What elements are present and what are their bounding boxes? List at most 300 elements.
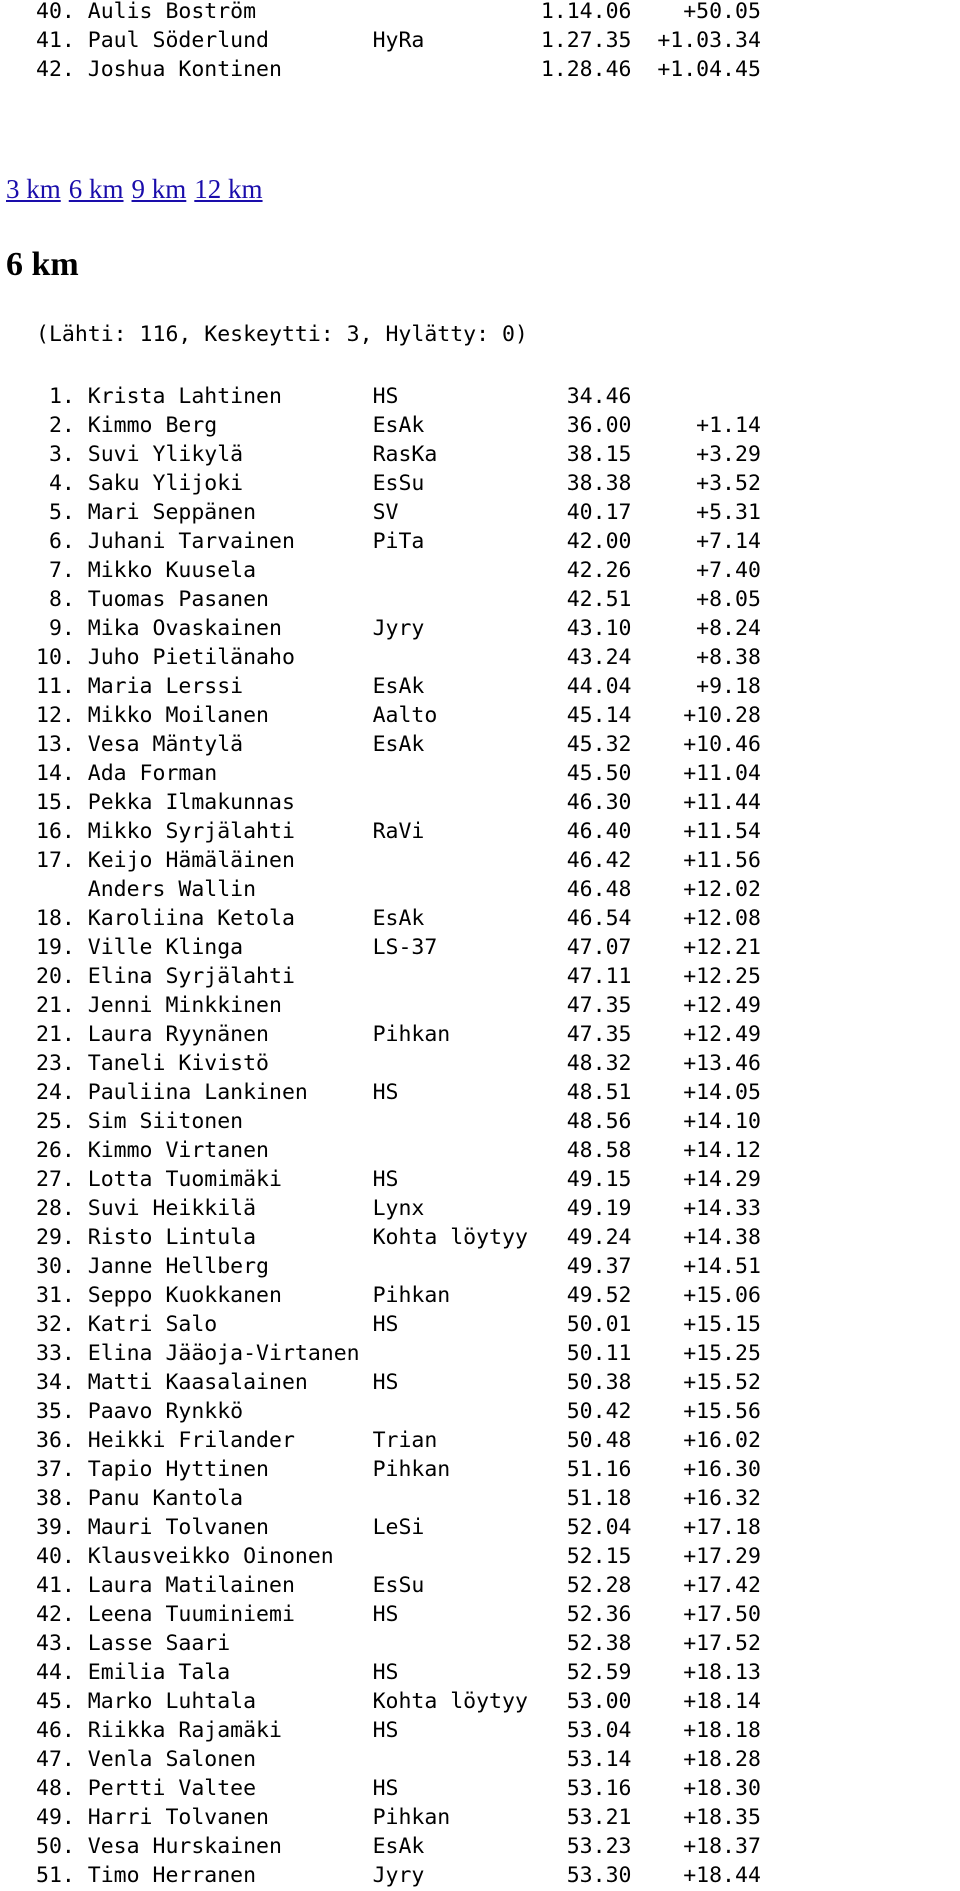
result-diff: +8.05 [631, 587, 761, 612]
result-diff: +18.37 [631, 1834, 761, 1859]
result-club: HS [372, 1370, 541, 1395]
result-time: 46.30 [540, 790, 632, 815]
result-name: Keijo Hämäläinen [87, 848, 373, 873]
result-club [373, 1138, 541, 1163]
result-rank: 19. [36, 935, 88, 960]
result-name: Mauri Tolvanen [87, 1515, 373, 1540]
result-row [36, 1165, 761, 1194]
result-rank: 11. [36, 674, 88, 699]
result-rank: 12. [36, 703, 88, 728]
result-name: Mikko Syrjälahti [87, 819, 373, 844]
result-time: 46.42 [540, 848, 632, 873]
result-rank: 10. [36, 645, 88, 670]
result-row [36, 1571, 761, 1600]
result-name: Mikko Kuusela [87, 558, 373, 583]
result-time: 50.48 [540, 1428, 632, 1453]
result-diff: +3.52 [631, 471, 761, 496]
result-rank: 39. [36, 1515, 88, 1540]
result-diff: +12.02 [631, 877, 761, 902]
result-row [36, 440, 761, 469]
result-diff: +14.12 [631, 1138, 761, 1163]
result-diff: +3.29 [631, 442, 761, 467]
result-name: Vesa Mäntylä [87, 732, 373, 757]
result-diff: +5.31 [631, 500, 761, 525]
result-rank: 40. [36, 1544, 88, 1569]
result-club: HS [372, 1602, 541, 1627]
result-time: 38.15 [540, 442, 632, 467]
result-diff: +12.49 [631, 993, 761, 1018]
result-time: 43.10 [540, 616, 632, 641]
result-diff: +14.38 [631, 1225, 761, 1250]
result-row [36, 1136, 761, 1165]
result-diff: +10.28 [631, 703, 761, 728]
result-name: Timo Herranen [87, 1863, 373, 1888]
result-name: Marko Luhtala [87, 1689, 373, 1714]
result-diff: +1.14 [631, 413, 761, 438]
result-name: Suvi Heikkilä [87, 1196, 373, 1221]
result-club [373, 761, 541, 786]
result-name: Lotta Tuomimäki [87, 1167, 373, 1192]
result-time: 46.48 [540, 877, 632, 902]
result-row [36, 1687, 761, 1716]
result-row [36, 817, 761, 846]
result-rank: 36. [36, 1428, 88, 1453]
result-row [36, 1020, 761, 1049]
result-row [36, 556, 761, 585]
link-12km[interactable]: 12 km [194, 174, 263, 204]
result-time: 53.00 [540, 1689, 632, 1714]
result-time: 51.18 [540, 1486, 632, 1511]
result-name: Anders Wallin [87, 877, 373, 902]
result-time: 49.15 [540, 1167, 632, 1192]
result-diff: +14.10 [631, 1109, 761, 1134]
result-row [36, 1861, 761, 1890]
result-club: Pihkan [372, 1805, 541, 1830]
result-diff: +17.42 [631, 1573, 761, 1598]
result-row [36, 1803, 761, 1832]
result-diff [631, 384, 760, 409]
result-rank [36, 877, 88, 902]
result-name: Maria Lerssi [87, 674, 373, 699]
result-rank: 41. [36, 1573, 88, 1598]
result-diff: +16.32 [631, 1486, 761, 1511]
result-row [36, 1629, 761, 1658]
result-row [36, 1281, 761, 1310]
result-diff: +18.28 [631, 1747, 761, 1772]
result-club: HS [372, 1312, 541, 1337]
result-club: Aalto [372, 703, 541, 728]
result-name: Riikka Rajamäki [87, 1718, 373, 1743]
result-club [373, 1254, 541, 1279]
result-diff: +18.18 [631, 1718, 761, 1743]
result-club [373, 964, 541, 989]
result-rank: 29. [36, 1225, 88, 1250]
result-row [36, 788, 761, 817]
result-club: Kohta löytyy [372, 1689, 541, 1714]
result-rank: 7. [36, 558, 88, 583]
result-row [36, 498, 761, 527]
result-row [36, 527, 761, 556]
result-name: Laura Matilainen [87, 1573, 373, 1598]
result-rank: 49. [36, 1805, 88, 1830]
result-time: 42.00 [540, 529, 632, 554]
result-rank: 4. [36, 471, 88, 496]
result-name: Lasse Saari [87, 1631, 373, 1656]
result-rank: 51. [36, 1863, 88, 1888]
result-diff: +14.05 [631, 1080, 761, 1105]
result-club: EsSu [372, 471, 541, 496]
result-row [36, 701, 761, 730]
result-time: 50.01 [540, 1312, 632, 1337]
result-diff: +16.02 [631, 1428, 761, 1453]
result-club: EsAk [372, 732, 541, 757]
result-name: Ada Forman [87, 761, 373, 786]
result-name: Suvi Ylikylä [87, 442, 373, 467]
result-club [373, 1051, 541, 1076]
result-row [36, 730, 761, 759]
result-time: 48.51 [540, 1080, 632, 1105]
result-time: 1.14.06 [540, 0, 632, 24]
result-name: Sim Siitonen [87, 1109, 373, 1134]
result-row [36, 1194, 761, 1223]
result-row [36, 585, 761, 614]
result-row [36, 614, 761, 643]
result-time: 45.32 [540, 732, 632, 757]
result-name: Tuomas Pasanen [87, 587, 373, 612]
result-diff: +11.44 [631, 790, 761, 815]
result-club [373, 790, 541, 815]
result-club [373, 848, 541, 873]
result-name: Klausveikko Oinonen [87, 1544, 373, 1569]
result-diff: +17.18 [631, 1515, 761, 1540]
result-rank: 40. [36, 0, 88, 24]
result-name: Venla Salonen [87, 1747, 373, 1772]
result-time: 47.07 [540, 935, 632, 960]
result-row [36, 991, 761, 1020]
result-row [36, 1368, 761, 1397]
result-name: Kimmo Virtanen [87, 1138, 373, 1163]
result-rank: 50. [36, 1834, 88, 1859]
result-name: Kimmo Berg [87, 413, 373, 438]
result-name: Laura Ryynänen [87, 1022, 373, 1047]
result-name: Juho Pietilänaho [87, 645, 373, 670]
page-title: 6 km [6, 246, 79, 283]
result-time: 45.14 [540, 703, 632, 728]
link-3km[interactable]: 3 km [6, 174, 61, 204]
distance-nav [6, 174, 271, 205]
result-diff: +12.25 [631, 964, 761, 989]
result-time: 49.19 [540, 1196, 632, 1221]
result-rank: 18. [36, 906, 88, 931]
result-time: 49.52 [540, 1283, 632, 1308]
result-rank: 24. [36, 1080, 88, 1105]
result-time: 52.59 [540, 1660, 632, 1685]
result-rank: 21. [36, 1022, 88, 1047]
link-6km[interactable]: 6 km [68, 174, 124, 204]
result-club: LS-37 [372, 935, 541, 960]
result-club [373, 587, 541, 612]
result-diff: +11.56 [631, 848, 761, 873]
race-summary: (Lähti: 116, Keskeytti: 3, Hylätty: 0) [36, 322, 528, 347]
result-row [36, 1658, 761, 1687]
result-row [36, 1339, 761, 1368]
result-name: Pekka Ilmakunnas [87, 790, 373, 815]
result-diff: +12.08 [631, 906, 761, 931]
result-club: Lynx [372, 1196, 541, 1221]
result-diff: +9.18 [631, 674, 761, 699]
result-name: Mari Seppänen [87, 500, 373, 525]
result-name: Jenni Minkkinen [87, 993, 373, 1018]
result-rank: 34. [36, 1370, 88, 1395]
result-club [373, 1109, 541, 1134]
result-time: 52.38 [540, 1631, 632, 1656]
result-row [36, 962, 761, 991]
result-rank: 13. [36, 732, 88, 757]
result-name: Elina Syrjälahti [87, 964, 373, 989]
result-rank: 30. [36, 1254, 88, 1279]
result-time: 38.38 [540, 471, 632, 496]
result-diff: +17.50 [631, 1602, 761, 1627]
result-name: Janne Hellberg [87, 1254, 373, 1279]
result-time: 47.35 [540, 993, 632, 1018]
result-diff: +17.29 [631, 1544, 761, 1569]
result-row [36, 672, 761, 701]
result-time: 45.50 [540, 761, 632, 786]
result-diff: +7.14 [631, 529, 761, 554]
result-diff: +18.35 [631, 1805, 761, 1830]
result-name: Panu Kantola [87, 1486, 373, 1511]
result-rank: 42. [36, 1602, 88, 1627]
result-club: Pihkan [372, 1022, 541, 1047]
result-rank: 35. [36, 1399, 88, 1424]
result-club [373, 1341, 541, 1366]
result-rank: 37. [36, 1457, 88, 1482]
result-club: EsAk [372, 413, 541, 438]
result-time: 40.17 [540, 500, 632, 525]
result-rank: 6. [36, 529, 88, 554]
result-rank: 25. [36, 1109, 88, 1134]
result-rank: 26. [36, 1138, 88, 1163]
result-club: Jyry [372, 1863, 541, 1888]
result-club [373, 558, 541, 583]
result-rank: 5. [36, 500, 88, 525]
result-time: 49.37 [540, 1254, 632, 1279]
result-name: Seppo Kuokkanen [87, 1283, 373, 1308]
result-time: 46.54 [540, 906, 632, 931]
result-diff: +14.33 [631, 1196, 761, 1221]
result-time: 34.46 [540, 384, 632, 409]
result-rank: 27. [36, 1167, 88, 1192]
result-club: HS [372, 1718, 541, 1743]
result-row [36, 0, 761, 26]
result-diff: +16.30 [631, 1457, 761, 1482]
result-rank: 44. [36, 1660, 88, 1685]
result-diff: +8.24 [631, 616, 761, 641]
result-rank: 41. [36, 28, 88, 53]
result-name: Paul Söderlund [87, 28, 373, 53]
result-rank: 43. [36, 1631, 88, 1656]
result-club: HyRa [372, 28, 541, 53]
result-rank: 28. [36, 1196, 88, 1221]
result-diff: +1.04.45 [631, 57, 761, 82]
result-name: Tapio Hyttinen [87, 1457, 373, 1482]
result-row [36, 411, 761, 440]
result-club: EsAk [372, 906, 541, 931]
result-name: Karoliina Ketola [87, 906, 373, 931]
result-diff: +18.44 [631, 1863, 761, 1888]
result-time: 51.16 [540, 1457, 632, 1482]
result-row [36, 55, 761, 84]
result-time: 1.27.35 [540, 28, 632, 53]
result-time: 52.15 [540, 1544, 632, 1569]
result-club: Pihkan [372, 1283, 541, 1308]
result-diff: +14.29 [631, 1167, 761, 1192]
result-rank: 46. [36, 1718, 88, 1743]
result-row [36, 875, 761, 904]
result-time: 42.51 [540, 587, 632, 612]
result-rank: 9. [36, 616, 88, 641]
result-diff: +15.25 [631, 1341, 761, 1366]
result-rank: 15. [36, 790, 88, 815]
result-diff: +15.52 [631, 1370, 761, 1395]
result-rank: 33. [36, 1341, 88, 1366]
result-name: Elina Jääoja-Virtanen [87, 1341, 373, 1366]
result-time: 50.38 [540, 1370, 632, 1395]
result-name: Krista Lahtinen [87, 384, 373, 409]
result-diff: +15.56 [631, 1399, 761, 1424]
result-club [373, 1747, 541, 1772]
result-time: 36.00 [540, 413, 632, 438]
result-rank: 20. [36, 964, 88, 989]
result-rank: 21. [36, 993, 88, 1018]
result-club [373, 877, 541, 902]
result-club: RasKa [372, 442, 541, 467]
result-time: 47.35 [540, 1022, 632, 1047]
result-name: Joshua Kontinen [87, 57, 373, 82]
result-club: EsAk [372, 674, 541, 699]
result-row [36, 1513, 761, 1542]
result-club: Jyry [372, 616, 541, 641]
result-rank: 31. [36, 1283, 88, 1308]
result-row [36, 26, 761, 55]
result-time: 53.30 [540, 1863, 632, 1888]
result-club: EsAk [372, 1834, 541, 1859]
result-diff: +17.52 [631, 1631, 761, 1656]
result-row [36, 1774, 761, 1803]
result-row [36, 1832, 761, 1861]
result-name: Taneli Kivistö [87, 1051, 373, 1076]
result-name: Ville Klinga [87, 935, 373, 960]
result-row [36, 1252, 761, 1281]
result-name: Emilia Tala [87, 1660, 373, 1685]
result-club: Pihkan [372, 1457, 541, 1482]
result-time: 53.04 [540, 1718, 632, 1743]
result-club [373, 57, 541, 82]
result-time: 42.26 [540, 558, 632, 583]
result-name: Juhani Tarvainen [87, 529, 373, 554]
result-club: PiTa [372, 529, 541, 554]
result-diff: +13.46 [631, 1051, 761, 1076]
result-time: 47.11 [540, 964, 632, 989]
result-club: Kohta löytyy [372, 1225, 541, 1250]
result-row [36, 643, 761, 672]
result-diff: +12.49 [631, 1022, 761, 1047]
result-club [373, 1399, 541, 1424]
result-row [36, 1049, 761, 1078]
result-name: Harri Tolvanen [87, 1805, 373, 1830]
result-name: Vesa Hurskainen [87, 1834, 373, 1859]
result-club [373, 0, 541, 24]
result-club: HS [372, 1167, 541, 1192]
result-name: Heikki Frilander [87, 1428, 373, 1453]
result-name: Mika Ovaskainen [87, 616, 373, 641]
result-club: SV [372, 500, 541, 525]
result-time: 53.16 [540, 1776, 632, 1801]
result-name: Matti Kaasalainen [87, 1370, 373, 1395]
result-time: 48.56 [540, 1109, 632, 1134]
result-rank: 8. [36, 587, 88, 612]
result-name: Katri Salo [87, 1312, 373, 1337]
link-9km[interactable]: 9 km [131, 174, 187, 204]
result-row [36, 1426, 761, 1455]
result-club: HS [372, 1776, 541, 1801]
result-time: 53.23 [540, 1834, 632, 1859]
result-name: Risto Lintula [87, 1225, 373, 1250]
result-rank: 38. [36, 1486, 88, 1511]
results-list [36, 382, 761, 1890]
result-club: RaVi [372, 819, 541, 844]
result-diff: +18.30 [631, 1776, 761, 1801]
result-rank: 23. [36, 1051, 88, 1076]
result-time: 53.14 [540, 1747, 632, 1772]
result-row [36, 1223, 761, 1252]
result-diff: +50.05 [631, 0, 761, 24]
result-club: EsSu [372, 1573, 541, 1598]
result-row [36, 1078, 761, 1107]
result-time: 52.28 [540, 1573, 632, 1598]
result-diff: +11.04 [631, 761, 761, 786]
result-club: HS [372, 1660, 541, 1685]
result-time: 43.24 [540, 645, 632, 670]
result-rank: 1. [36, 384, 88, 409]
result-time: 50.11 [540, 1341, 632, 1366]
result-diff: +11.54 [631, 819, 761, 844]
result-club [373, 645, 541, 670]
result-diff: +15.15 [631, 1312, 761, 1337]
result-diff: +8.38 [631, 645, 761, 670]
result-rank: 14. [36, 761, 88, 786]
result-diff: +1.03.34 [631, 28, 761, 53]
result-club: HS [372, 1080, 541, 1105]
result-diff: +7.40 [631, 558, 761, 583]
result-club [373, 993, 541, 1018]
result-diff: +10.46 [631, 732, 761, 757]
result-rank: 48. [36, 1776, 88, 1801]
result-club: Trian [372, 1428, 541, 1453]
result-name: Pauliina Lankinen [87, 1080, 373, 1105]
result-time: 48.32 [540, 1051, 632, 1076]
result-row [36, 933, 761, 962]
result-rank: 2. [36, 413, 88, 438]
result-time: 49.24 [540, 1225, 632, 1250]
result-name: Leena Tuuminiemi [87, 1602, 373, 1627]
result-rank: 32. [36, 1312, 88, 1337]
result-row [36, 382, 761, 411]
result-name: Paavo Rynkkö [87, 1399, 373, 1424]
result-row [36, 846, 761, 875]
result-club: LeSi [372, 1515, 541, 1540]
result-row [36, 904, 761, 933]
